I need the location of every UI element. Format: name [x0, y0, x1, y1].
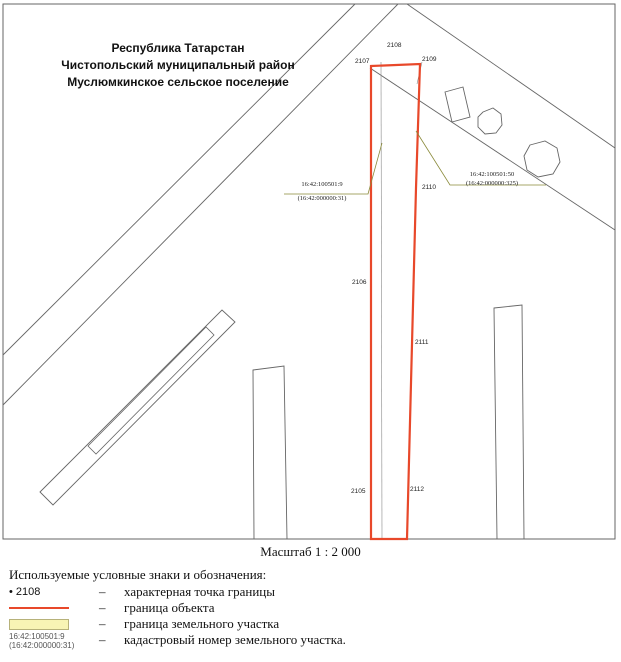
- point-label-2108: 2108: [387, 42, 402, 49]
- object-boundary: [371, 64, 420, 539]
- map-title-line-1: Республика Татарстан: [111, 41, 245, 55]
- point-label-2110: 2110: [422, 184, 436, 191]
- legend-row-boundary: [9, 600, 609, 616]
- point-label-2109: 2109: [422, 56, 437, 63]
- strip-diagonal: [40, 310, 235, 505]
- cad-label-right-line2: (16:42:000000:325): [466, 180, 518, 187]
- legend-parcel-symbol: [9, 616, 89, 632]
- road-right-edge-a: [407, 4, 615, 148]
- building-octagon-small: [478, 108, 502, 134]
- cad-label-left-line1: 16:42:100501:9: [301, 181, 343, 188]
- legend-cad-line2: (16:42:000000:31): [9, 641, 75, 650]
- legend-row-cadastral: [9, 632, 609, 654]
- legend-text: кадастровый номер земельного участка.: [124, 632, 346, 647]
- legend-text: характерная точка границы: [124, 584, 275, 599]
- map-title: [28, 40, 328, 91]
- road-right-edge-b: [370, 68, 615, 230]
- legend-dash: –: [99, 600, 106, 615]
- legend-dash: –: [99, 584, 106, 599]
- parcel-edge-a: [381, 62, 382, 539]
- point-label-2106: 2106: [352, 279, 367, 286]
- legend-cad-line1: 16:42:100501:9: [9, 632, 65, 641]
- parcel-vertical-left: [253, 366, 287, 539]
- legend-parcel-box: [9, 619, 69, 630]
- point-label-2105: 2105: [351, 488, 366, 495]
- cad-label-right-line1: 16:42:100501:50: [469, 171, 515, 178]
- legend-red-line: [9, 607, 69, 609]
- map-title-line-2: Чистопольский муниципальный район: [61, 58, 295, 72]
- legend-point-symbol: • 2108: [9, 586, 41, 598]
- parcel-vertical-right: [494, 305, 524, 539]
- legend-dash: –: [99, 632, 106, 647]
- building-octagon-large: [524, 141, 560, 177]
- point-label-2112: 2112: [410, 486, 424, 493]
- legend-cadastral-symbol: [9, 632, 89, 654]
- legend-row-point: [9, 584, 609, 600]
- legend-title: Используемые условные знаки и обозначения:: [9, 567, 267, 582]
- legend-text: граница объекта: [124, 600, 215, 615]
- point-label-2107: 2107: [355, 58, 370, 65]
- map-title-line-3: Муслюмкинское сельское поселение: [67, 75, 289, 89]
- scale-label: Масштаб 1 : 2 000: [260, 544, 361, 559]
- cad-label-left-line2: (16:42:000000:31): [297, 195, 347, 202]
- legend-boundary-symbol: [9, 600, 89, 616]
- point-label-2111: 2111: [415, 339, 429, 346]
- strip-small: [88, 327, 214, 454]
- building-rect: [445, 87, 470, 122]
- legend-dash: –: [99, 616, 106, 631]
- legend-text: граница земельного участка: [124, 616, 280, 631]
- legend-row-parcel: [9, 616, 609, 632]
